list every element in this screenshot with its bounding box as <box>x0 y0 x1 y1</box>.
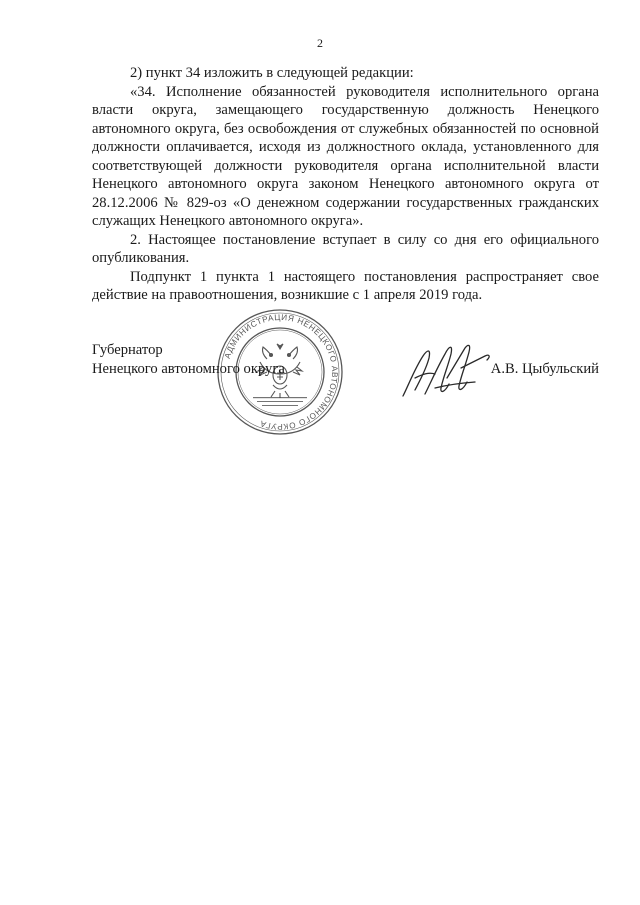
paragraph-effective-date: 2. Настоящее постановление вступает в силу со дня его официального опубликования. <box>92 231 599 266</box>
handwritten-signature <box>395 338 495 400</box>
paragraph-retroactive: Подпункт 1 пункта 1 настоящего постановления распространяет свое действие на правоотношения, возникшие с 1 апреля 2019 года. <box>92 268 599 303</box>
signature-block <box>92 341 599 441</box>
document-body <box>92 64 599 305</box>
page-number: 2 <box>317 36 323 50</box>
paragraph-item-34: «34. Исполнение обязанностей руководителя исполнительного органа власти округа, замещающего государственную должность Ненецкого автономного округа, без освобождения от служебных обязанностей по основной должности оплачивается, исходя из должностного оклада, установленного для соответствующей должности руководителя органа исполнительной власти Ненецкого автономного округа законом Ненецкого автономного округа от 28.12.2006 № 829-оз «О денежном содержании государственных гражданских служащих Ненецкого автономного округа». <box>92 83 599 229</box>
signer-title <box>92 341 285 378</box>
signer-title-line1: Губернатор <box>92 342 163 358</box>
signer-name: А.В. Цыбульский <box>490 360 599 377</box>
signer-title-line2: Ненецкого автономного округа <box>92 360 285 377</box>
paragraph-item-2: 2) пункт 34 изложить в следующей редакции: <box>130 65 414 81</box>
seal-lettering: АДМИНИСТРАЦИЯ НЕНЕЦКОГО АВТОНОМНОГО ОКРУГА <box>222 312 340 432</box>
